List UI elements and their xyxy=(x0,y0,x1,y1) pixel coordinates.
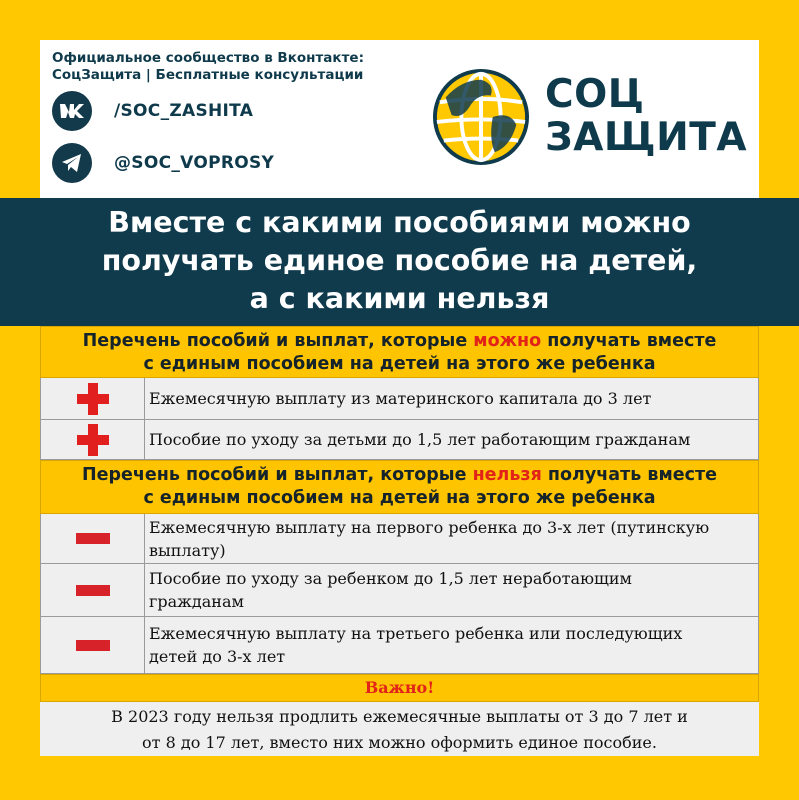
forbidden-highlight: нельзя xyxy=(472,465,542,485)
table-row xyxy=(40,617,759,674)
allowed-head-line-2: с единым пособием на детей на этого же ребенка xyxy=(143,354,656,374)
forbidden-section-header xyxy=(40,460,759,514)
logo-line-2: ЗАЩИТА xyxy=(545,115,748,160)
minus-icon xyxy=(76,533,110,544)
allowed-highlight: можно xyxy=(473,331,542,351)
forbidden-item-1-line-2: выплату) xyxy=(149,540,226,560)
allowed-head-text: Перечень пособий и выплат, которые xyxy=(82,331,474,351)
title-line-2: получать единое пособие на детей, xyxy=(101,244,698,277)
globe-logo-icon xyxy=(432,68,530,166)
plus-icon xyxy=(77,383,109,415)
minus-icon xyxy=(76,585,110,596)
vk-handle[interactable]: /SOC_ZASHITA xyxy=(114,101,254,121)
forbidden-item-2-line-1: Пособие по уходу за ребенком до 1,5 лет неработающим xyxy=(149,569,632,588)
brand-logo-text xyxy=(545,73,747,159)
telegram-handle[interactable]: @SOC_VOPROSY xyxy=(114,153,275,173)
minus-icon xyxy=(76,640,110,651)
plus-icon xyxy=(77,424,109,456)
forbidden-head-text-end: получать вместе xyxy=(541,465,718,485)
vk-logo-icon xyxy=(52,91,92,131)
telegram-link[interactable] xyxy=(52,143,274,183)
header-card xyxy=(40,40,759,200)
table-row xyxy=(40,564,759,617)
page-title xyxy=(0,198,799,326)
important-note xyxy=(40,702,759,756)
title-line-3: а с какими нельзя xyxy=(249,282,550,315)
forbidden-head-line-2: с единым пособием на детей на этого же ребенка xyxy=(143,488,656,508)
forbidden-item-2-line-2: гражданам xyxy=(149,592,244,611)
allowed-item-2: Пособие по уходу за детьми до 1,5 лет работающим гражданам xyxy=(149,430,691,449)
table-row xyxy=(40,378,759,420)
forbidden-item-1-line-1: Ежемесячную выплату на первого ребенка до 3-х лет (путинскую xyxy=(149,517,710,537)
community-line-2: СоцЗащита | Бесплатные консультации xyxy=(52,67,364,83)
telegram-icon xyxy=(52,143,92,183)
logo-line-1: СОЦ xyxy=(545,72,645,117)
community-line-1: Официальное сообщество в Вконтакте: xyxy=(52,50,364,66)
table-row xyxy=(40,514,759,564)
allowed-item-1: Ежемесячную выплату из материнского капитала до 3 лет xyxy=(149,389,652,408)
title-line-1: Вместе с какими пособиями можно xyxy=(108,206,691,239)
allowed-head-text-end: получать вместе xyxy=(541,331,717,351)
note-line-2: от 8 до 17 лет, вместо них можно оформить единое пособие. xyxy=(142,733,657,752)
forbidden-item-3-line-1: Ежемесячную выплату на третьего ребенка или последующих xyxy=(149,624,683,643)
vk-link[interactable] xyxy=(52,91,253,131)
note-line-1: В 2023 году нельзя продлить ежемесячные выплаты от 3 до 7 лет и xyxy=(111,707,688,726)
forbidden-item-3-line-2: детей до 3-х лет xyxy=(149,647,286,666)
important-label: Важно! xyxy=(40,674,759,702)
community-info xyxy=(52,50,364,84)
allowed-section-header xyxy=(40,326,759,378)
forbidden-head-text: Перечень пособий и выплат, которые xyxy=(81,465,473,485)
table-row xyxy=(40,420,759,460)
benefits-table xyxy=(40,326,759,756)
